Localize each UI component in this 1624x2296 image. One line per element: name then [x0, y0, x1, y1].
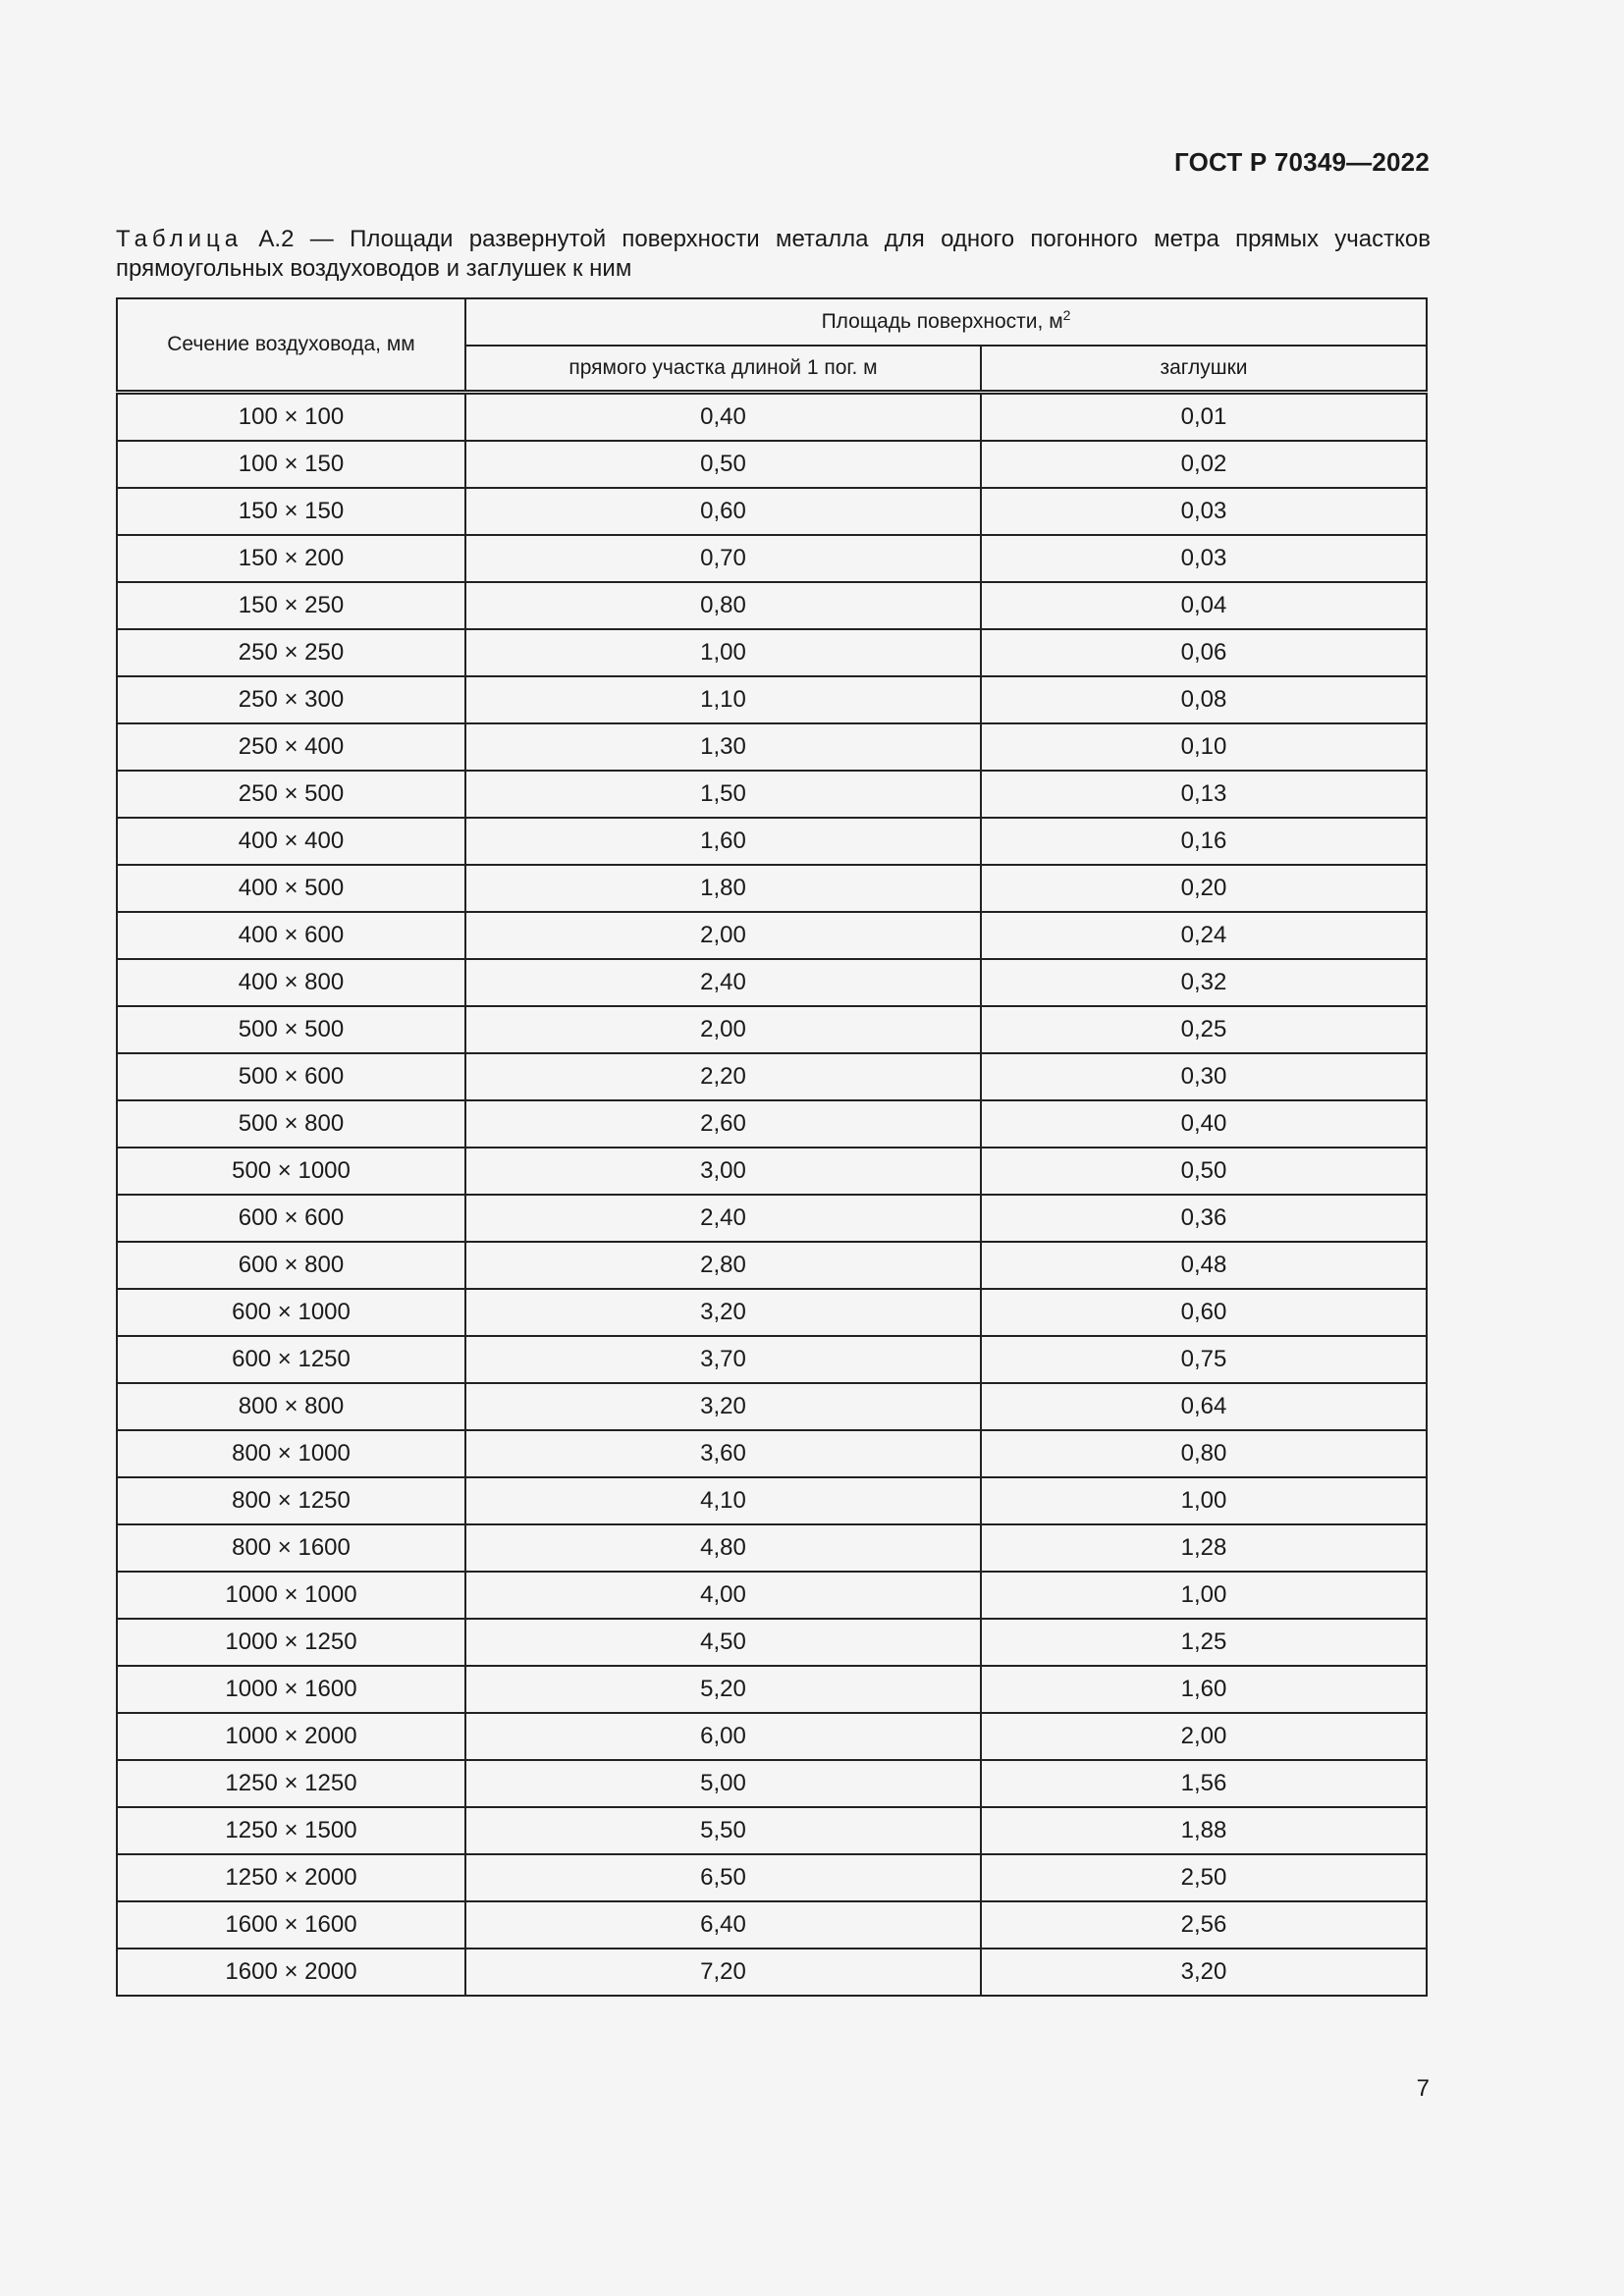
cell-section: 600 × 800 [117, 1242, 465, 1289]
table-row [117, 1100, 1427, 1148]
table-row [117, 441, 1427, 488]
header-area-unit-exponent: 2 [1062, 307, 1071, 323]
table-row [117, 959, 1427, 1006]
cell-straight-area: 1,80 [465, 865, 981, 912]
cell-straight-area: 6,40 [465, 1901, 981, 1949]
cell-cap-area: 1,25 [981, 1619, 1427, 1666]
cell-cap-area: 0,24 [981, 912, 1427, 959]
table-body [117, 393, 1427, 1997]
table-caption [116, 225, 1431, 284]
cell-section: 500 × 800 [117, 1100, 465, 1148]
table-row [117, 1053, 1427, 1100]
cell-cap-area: 0,36 [981, 1195, 1427, 1242]
cell-straight-area: 5,00 [465, 1760, 981, 1807]
cell-straight-area: 0,80 [465, 582, 981, 629]
cell-cap-area: 0,40 [981, 1100, 1427, 1148]
cell-section: 150 × 200 [117, 535, 465, 582]
cell-cap-area: 1,00 [981, 1572, 1427, 1619]
cell-straight-area: 2,00 [465, 1006, 981, 1053]
table-row [117, 1430, 1427, 1477]
table-row [117, 1760, 1427, 1807]
cell-straight-area: 1,00 [465, 629, 981, 676]
cell-cap-area: 3,20 [981, 1949, 1427, 1996]
cell-cap-area: 2,50 [981, 1854, 1427, 1901]
cell-section: 1250 × 1500 [117, 1807, 465, 1854]
cell-section: 400 × 500 [117, 865, 465, 912]
table-row [117, 393, 1427, 442]
cell-section: 1600 × 2000 [117, 1949, 465, 1996]
cell-straight-area: 6,00 [465, 1713, 981, 1760]
table-row [117, 818, 1427, 865]
cell-cap-area: 0,80 [981, 1430, 1427, 1477]
cell-section: 150 × 150 [117, 488, 465, 535]
cell-straight-area: 2,80 [465, 1242, 981, 1289]
cell-cap-area: 1,60 [981, 1666, 1427, 1713]
cell-cap-area: 0,06 [981, 629, 1427, 676]
cell-section: 1250 × 2000 [117, 1854, 465, 1901]
cell-section: 800 × 1600 [117, 1524, 465, 1572]
cell-straight-area: 3,70 [465, 1336, 981, 1383]
cell-cap-area: 0,60 [981, 1289, 1427, 1336]
table-row [117, 1713, 1427, 1760]
cell-cap-area: 1,88 [981, 1807, 1427, 1854]
cell-straight-area: 1,60 [465, 818, 981, 865]
cell-straight-area: 0,40 [465, 393, 981, 442]
cell-cap-area: 0,04 [981, 582, 1427, 629]
table-row [117, 1242, 1427, 1289]
cell-section: 150 × 250 [117, 582, 465, 629]
table-row [117, 723, 1427, 771]
cell-straight-area: 0,60 [465, 488, 981, 535]
cell-cap-area: 0,50 [981, 1148, 1427, 1195]
cell-straight-area: 0,50 [465, 441, 981, 488]
cell-section: 250 × 400 [117, 723, 465, 771]
cell-cap-area: 0,03 [981, 535, 1427, 582]
cell-cap-area: 1,56 [981, 1760, 1427, 1807]
header-area-group: Площадь поверхности, $м^2$ [465, 298, 1427, 346]
cell-section: 500 × 1000 [117, 1148, 465, 1195]
cell-straight-area: 4,80 [465, 1524, 981, 1572]
surface-area-table [116, 297, 1428, 1997]
cell-cap-area: 0,13 [981, 771, 1427, 818]
cell-section: 800 × 1000 [117, 1430, 465, 1477]
header-straight-section: прямого участка длиной 1 пог. м [465, 346, 981, 393]
cell-cap-area: 0,08 [981, 676, 1427, 723]
table-row [117, 1336, 1427, 1383]
table-row [117, 1807, 1427, 1854]
cell-straight-area: 2,40 [465, 1195, 981, 1242]
table-row [117, 488, 1427, 535]
cell-straight-area: 7,20 [465, 1949, 981, 1996]
cell-cap-area: 1,28 [981, 1524, 1427, 1572]
cell-straight-area: 4,10 [465, 1477, 981, 1524]
cell-section: 1250 × 1250 [117, 1760, 465, 1807]
cell-section: 100 × 150 [117, 441, 465, 488]
table-row [117, 1195, 1427, 1242]
cell-cap-area: 0,32 [981, 959, 1427, 1006]
cell-section: 600 × 1000 [117, 1289, 465, 1336]
cell-straight-area: 4,50 [465, 1619, 981, 1666]
cell-cap-area: 0,48 [981, 1242, 1427, 1289]
cell-straight-area: 6,50 [465, 1854, 981, 1901]
table-row [117, 1006, 1427, 1053]
cell-straight-area: 5,50 [465, 1807, 981, 1854]
cell-cap-area: 0,02 [981, 441, 1427, 488]
cell-section: 800 × 1250 [117, 1477, 465, 1524]
header-cap: заглушки [981, 346, 1427, 393]
cell-cap-area: 0,20 [981, 865, 1427, 912]
cell-straight-area: 2,60 [465, 1100, 981, 1148]
table-row [117, 535, 1427, 582]
table-caption-text: А.2 — Площади развернутой поверхности металла для одного погонного метра прямых участков прямоугольных воздуховодов и заглушек к ним [116, 226, 1431, 282]
cell-straight-area: 3,60 [465, 1430, 981, 1477]
cell-section: 100 × 100 [117, 393, 465, 442]
cell-cap-area: 0,03 [981, 488, 1427, 535]
cell-cap-area: 2,00 [981, 1713, 1427, 1760]
cell-straight-area: 3,20 [465, 1383, 981, 1430]
cell-straight-area: 1,30 [465, 723, 981, 771]
cell-straight-area: 3,00 [465, 1148, 981, 1195]
table-row [117, 1383, 1427, 1430]
cell-straight-area: 1,10 [465, 676, 981, 723]
table-caption-prefix: Таблица [116, 226, 244, 252]
cell-cap-area: 0,30 [981, 1053, 1427, 1100]
cell-cap-area: 0,01 [981, 393, 1427, 442]
cell-straight-area: 4,00 [465, 1572, 981, 1619]
table-row [117, 771, 1427, 818]
cell-section: 600 × 1250 [117, 1336, 465, 1383]
table-row [117, 582, 1427, 629]
cell-section: 600 × 600 [117, 1195, 465, 1242]
cell-cap-area: 0,10 [981, 723, 1427, 771]
cell-straight-area: 0,70 [465, 535, 981, 582]
cell-cap-area: 0,75 [981, 1336, 1427, 1383]
cell-straight-area: 1,50 [465, 771, 981, 818]
cell-section: 400 × 600 [117, 912, 465, 959]
cell-section: 500 × 600 [117, 1053, 465, 1100]
table-row [117, 1524, 1427, 1572]
table-row [117, 912, 1427, 959]
table-row [117, 1477, 1427, 1524]
cell-section: 250 × 300 [117, 676, 465, 723]
header-section: Сечение воздуховода, мм [117, 298, 465, 393]
cell-cap-area: 0,16 [981, 818, 1427, 865]
document-id: ГОСТ Р 70349—2022 [1174, 147, 1430, 177]
table-row [117, 629, 1427, 676]
cell-section: 250 × 250 [117, 629, 465, 676]
cell-section: 1000 × 1600 [117, 1666, 465, 1713]
cell-straight-area: 2,40 [465, 959, 981, 1006]
cell-straight-area: 2,20 [465, 1053, 981, 1100]
cell-straight-area: 5,20 [465, 1666, 981, 1713]
table-row [117, 1854, 1427, 1901]
cell-cap-area: 1,00 [981, 1477, 1427, 1524]
cell-section: 250 × 500 [117, 771, 465, 818]
cell-section: 500 × 500 [117, 1006, 465, 1053]
cell-cap-area: 2,56 [981, 1901, 1427, 1949]
cell-cap-area: 0,64 [981, 1383, 1427, 1430]
cell-section: 1000 × 1000 [117, 1572, 465, 1619]
table-row [117, 1572, 1427, 1619]
table-row [117, 1289, 1427, 1336]
cell-section: 1000 × 1250 [117, 1619, 465, 1666]
cell-section: 1600 × 1600 [117, 1901, 465, 1949]
cell-section: 800 × 800 [117, 1383, 465, 1430]
table-row [117, 865, 1427, 912]
page-number: 7 [1416, 2075, 1430, 2102]
table-row [117, 1666, 1427, 1713]
table-row [117, 1148, 1427, 1195]
cell-straight-area: 3,20 [465, 1289, 981, 1336]
table-row [117, 1949, 1427, 1996]
cell-straight-area: 2,00 [465, 912, 981, 959]
cell-section: 400 × 400 [117, 818, 465, 865]
table-row [117, 676, 1427, 723]
cell-section: 400 × 800 [117, 959, 465, 1006]
table-row [117, 1901, 1427, 1949]
cell-cap-area: 0,25 [981, 1006, 1427, 1053]
cell-section: 1000 × 2000 [117, 1713, 465, 1760]
table-row [117, 1619, 1427, 1666]
